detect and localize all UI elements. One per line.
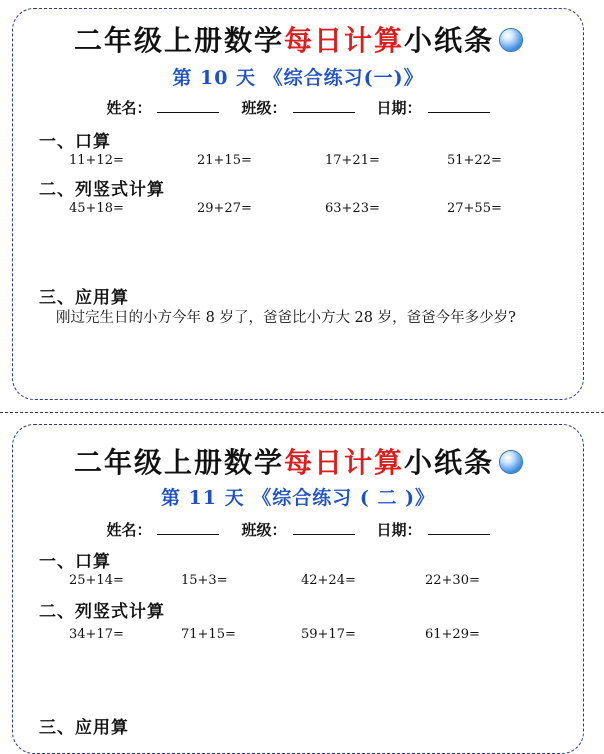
blue-ball-icon xyxy=(500,29,522,51)
vertical-item: 59+17= xyxy=(301,627,356,642)
card-title xyxy=(13,441,583,481)
section-vertical-heading: 二、列竖式计算 xyxy=(39,180,165,200)
oral-item: 25+14= xyxy=(69,573,124,588)
oral-item: 22+30= xyxy=(425,573,480,588)
class-label: 班级： xyxy=(241,521,287,539)
name-blank[interactable] xyxy=(157,100,219,113)
student-info-line xyxy=(13,519,583,540)
oral-item: 11+12= xyxy=(69,153,124,168)
title-highlight: 每日计算 xyxy=(283,446,404,479)
day-subtitle: 第 11 天 《综合练习 ( 二 )》 xyxy=(160,487,436,509)
class-blank[interactable] xyxy=(293,522,355,535)
vertical-item: 61+29= xyxy=(425,627,480,642)
oral-item: 21+15= xyxy=(197,153,252,168)
section-vertical-heading: 二、列竖式计算 xyxy=(39,602,165,622)
vertical-item: 34+17= xyxy=(69,627,124,642)
name-blank[interactable] xyxy=(157,522,219,535)
class-blank[interactable] xyxy=(293,100,355,113)
vertical-item: 29+27= xyxy=(197,201,252,216)
day-subtitle: 第 10 天 《综合练习(一)》 xyxy=(172,67,424,89)
title-text: 二年级上册数学 xyxy=(73,24,284,57)
oral-item: 15+3= xyxy=(181,573,228,588)
section-oral-heading: 一、口算 xyxy=(39,132,111,152)
oral-item: 42+24= xyxy=(301,573,356,588)
date-label: 日期： xyxy=(376,99,422,117)
date-label: 日期： xyxy=(376,521,422,539)
worksheet-card-day-10 xyxy=(12,8,584,400)
card-title xyxy=(13,19,583,59)
section-oral-heading: 一、口算 xyxy=(39,552,111,572)
name-label: 姓名： xyxy=(106,521,152,539)
oral-item: 51+22= xyxy=(447,153,502,168)
class-label: 班级： xyxy=(241,99,287,117)
date-blank[interactable] xyxy=(428,522,490,535)
title-text-end: 小纸条 xyxy=(404,24,495,57)
worksheet-card-day-11 xyxy=(12,424,584,754)
vertical-item: 45+18= xyxy=(69,201,124,216)
cut-line xyxy=(0,412,604,413)
title-highlight: 每日计算 xyxy=(283,24,404,57)
vertical-item: 71+15= xyxy=(181,627,236,642)
oral-item: 17+21= xyxy=(325,153,380,168)
title-text: 二年级上册数学 xyxy=(73,446,284,479)
title-text-end: 小纸条 xyxy=(404,446,495,479)
name-label: 姓名： xyxy=(106,99,152,117)
vertical-item: 27+55= xyxy=(447,201,502,216)
date-blank[interactable] xyxy=(428,100,490,113)
word-problem-text: 刚过完生日的小方今年 8 岁了，爸爸比小方大 28 岁，爸爸今年多少岁? xyxy=(56,310,516,326)
student-info-line xyxy=(13,97,583,118)
section-word-problem-heading: 三、应用算 xyxy=(39,288,129,308)
blue-ball-icon xyxy=(500,451,522,473)
section-word-problem-heading: 三、应用算 xyxy=(39,718,129,738)
vertical-item: 63+23= xyxy=(325,201,380,216)
